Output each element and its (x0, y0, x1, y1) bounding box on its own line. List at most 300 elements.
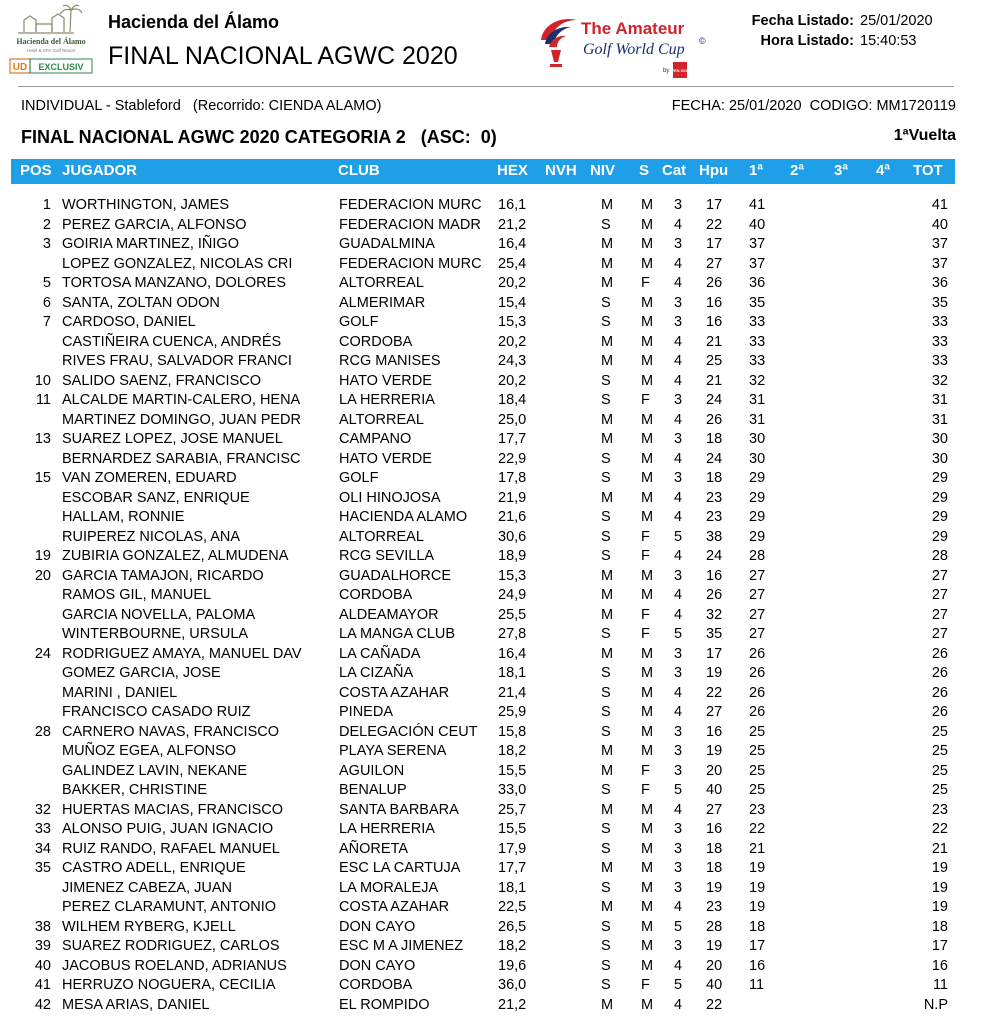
table-row (0, 918, 989, 938)
cell-level: S (601, 372, 611, 389)
cell-playing-handicap: 24 (706, 450, 723, 467)
table-row (0, 840, 989, 860)
col-round-3: 3ª (834, 162, 848, 179)
cell-club: LA MORALEJA (339, 879, 439, 896)
cell-club: LA MANGA CLUB (339, 626, 456, 642)
col-club: CLUB (338, 162, 380, 179)
cell-level: M (601, 899, 614, 915)
cell-club: RCG SEVILLA (339, 548, 435, 564)
cell-handicap-exact: 15,4 (498, 294, 527, 311)
cell-club: AGUILON (339, 762, 405, 779)
cell-level: S (601, 704, 611, 720)
cell-round-1-score: 27 (749, 626, 766, 642)
cell-handicap-exact: 16,4 (498, 236, 527, 252)
cell-category: 4 (674, 353, 683, 369)
cell-club: ALMERIMAR (339, 294, 426, 311)
cell-total-score: 36 (931, 275, 948, 291)
cell-handicap-exact: 25,4 (498, 255, 527, 272)
table-row (0, 313, 989, 333)
cell-sex: M (641, 509, 654, 525)
cell-player-name: GOIRIA MARTINEZ, IÑIGO (62, 236, 239, 252)
cell-total-score: 27 (931, 587, 948, 603)
cell-handicap-exact: 18,1 (498, 879, 527, 896)
cell-club: PINEDA (339, 704, 393, 720)
fecha-listado-value: 25/01/2020 (860, 13, 933, 29)
cell-category: 3 (674, 294, 683, 311)
cell-handicap-exact: 21,9 (498, 489, 527, 506)
cell-sex: M (641, 704, 654, 720)
cell-club: GOLF (339, 314, 379, 330)
table-row (0, 781, 989, 801)
cell-sex: M (641, 723, 654, 740)
cell-level: S (601, 548, 611, 564)
logo-left-exclusiv: EXCLUSIV (38, 62, 84, 72)
cell-category: 4 (674, 587, 683, 603)
cell-round-1-score: 27 (749, 567, 766, 584)
cell-total-score: 18 (931, 918, 948, 935)
cell-playing-handicap: 16 (706, 723, 723, 740)
cell-handicap-exact: 17,7 (498, 431, 527, 447)
cell-total-score: 31 (931, 392, 948, 408)
cell-playing-handicap: 19 (706, 879, 723, 896)
cell-level: M (601, 333, 614, 350)
cell-total-score: 33 (931, 314, 948, 330)
cell-category: 3 (674, 860, 683, 876)
cell-round-1-score: 27 (749, 587, 766, 603)
cell-level: M (601, 801, 614, 818)
cell-level: S (601, 977, 611, 993)
cell-round-1-score: 11 (749, 977, 765, 993)
cell-playing-handicap: 16 (706, 314, 723, 330)
cell-handicap-exact: 15,5 (498, 821, 527, 837)
cell-category: 4 (674, 411, 683, 428)
cell-player-name: SUAREZ LOPEZ, JOSE MANUEL (62, 431, 283, 447)
cell-sex: M (641, 879, 654, 896)
cell-handicap-exact: 26,5 (498, 918, 527, 935)
cell-round-1-score: 32 (749, 372, 766, 389)
cell-sex: M (641, 567, 654, 584)
cell-playing-handicap: 35 (706, 626, 723, 642)
cell-total-score: 37 (931, 236, 948, 252)
cell-total-score: 19 (931, 860, 948, 876)
table-row (0, 762, 989, 782)
results-table-header (11, 159, 955, 184)
cell-level: M (601, 587, 614, 603)
cell-handicap-exact: 16,1 (498, 197, 527, 213)
cell-level: M (601, 255, 614, 272)
cell-total-score: 26 (931, 704, 948, 720)
cell-handicap-exact: 20,2 (498, 275, 527, 291)
cell-level: S (601, 957, 611, 974)
cell-playing-handicap: 22 (706, 684, 723, 701)
cell-club: DON CAYO (339, 957, 416, 974)
cell-position: 11 (35, 392, 51, 408)
col-hex: HEX (497, 162, 528, 179)
cell-club: ALTORREAL (339, 275, 424, 291)
logo-center-mark: © (699, 36, 706, 46)
table-row (0, 508, 989, 528)
cell-position: 6 (42, 294, 51, 311)
cell-position: 34 (34, 840, 51, 857)
cell-level: M (601, 645, 614, 662)
cell-position: 40 (34, 957, 51, 974)
cell-sex: M (641, 216, 654, 233)
table-row (0, 196, 989, 216)
cell-level: S (601, 918, 611, 935)
table-row (0, 879, 989, 899)
cell-player-name: GALINDEZ LAVIN, NEKANE (62, 762, 248, 779)
cell-playing-handicap: 17 (706, 236, 723, 252)
cell-round-1-score: 26 (749, 665, 766, 681)
cell-position: 41 (34, 977, 51, 993)
cell-club: LA CAÑADA (339, 645, 421, 662)
cell-category: 4 (674, 899, 683, 915)
cell-sex: M (641, 899, 654, 915)
cell-total-score: 27 (931, 567, 948, 584)
cell-category: 5 (674, 528, 683, 545)
cell-playing-handicap: 23 (706, 509, 723, 525)
cell-round-1-score: 33 (749, 333, 766, 350)
cell-level: M (601, 606, 614, 623)
table-row (0, 996, 989, 1016)
cell-sex: M (641, 665, 654, 681)
cell-category: 4 (674, 333, 683, 350)
cell-playing-handicap: 16 (706, 567, 723, 584)
cell-round-1-score: 36 (749, 275, 766, 291)
cell-category: 3 (674, 197, 683, 213)
cell-club: OLI HINOJOSA (339, 489, 441, 506)
cell-total-score: 27 (931, 626, 948, 642)
cell-club: GUADALMINA (339, 236, 435, 252)
col-jugador: JUGADOR (62, 162, 138, 179)
cell-level: S (601, 626, 611, 642)
cell-handicap-exact: 16,4 (498, 645, 527, 662)
cell-round-1-score: 25 (749, 782, 766, 798)
cell-round-1-score: 29 (749, 528, 766, 545)
cell-playing-handicap: 21 (706, 333, 723, 350)
cell-playing-handicap: 16 (706, 294, 723, 311)
cell-player-name: MARINI , DANIEL (62, 684, 178, 701)
cell-player-name: SUAREZ RODRIGUEZ, CARLOS (62, 938, 280, 954)
cell-player-name: JIMENEZ CABEZA, JUAN (62, 879, 232, 896)
cell-round-1-score: 22 (749, 821, 766, 837)
cell-round-1-score: 37 (749, 255, 766, 272)
cell-club: CAMPANO (339, 431, 412, 447)
cell-round-1-score: 25 (749, 723, 766, 740)
cell-handicap-exact: 18,2 (498, 743, 527, 759)
cell-round-1-score: 25 (749, 762, 766, 779)
cell-total-score: 17 (931, 938, 948, 954)
table-row (0, 391, 989, 411)
cell-sex: F (641, 275, 650, 291)
cell-sex: M (641, 431, 654, 447)
table-row (0, 606, 989, 626)
col-nvh: NVH (545, 162, 577, 179)
cell-sex: M (641, 840, 654, 857)
cell-category: 3 (674, 723, 683, 740)
cell-category: 4 (674, 996, 683, 1013)
cell-round-1-score: 33 (749, 314, 766, 330)
cell-position: 7 (42, 314, 51, 330)
cell-position: 2 (42, 216, 51, 233)
cell-handicap-exact: 15,3 (498, 567, 527, 584)
cell-handicap-exact: 20,2 (498, 372, 527, 389)
cell-category: 3 (674, 645, 683, 662)
cell-handicap-exact: 27,8 (498, 626, 527, 642)
cell-playing-handicap: 22 (706, 216, 723, 233)
cell-sex: M (641, 411, 654, 428)
cell-total-score: 26 (931, 684, 948, 701)
cell-round-1-score: 31 (749, 392, 766, 408)
cell-total-score: 37 (931, 255, 948, 272)
cell-category: 5 (674, 977, 683, 993)
cell-sex: F (641, 626, 650, 642)
cell-level: M (601, 762, 614, 779)
table-row (0, 586, 989, 606)
table-row (0, 976, 989, 996)
cell-round-1-score: 35 (749, 294, 766, 311)
cell-sex: M (641, 470, 654, 486)
table-row (0, 255, 989, 275)
cell-level: M (601, 236, 614, 252)
cell-level: S (601, 782, 611, 798)
cell-total-score: 33 (931, 353, 948, 369)
cell-level: S (601, 938, 611, 954)
cell-level: S (601, 314, 611, 330)
cell-category: 4 (674, 548, 683, 564)
cell-club: GUADALHORCE (339, 567, 451, 584)
cell-category: 4 (674, 489, 683, 506)
cell-total-score: 27 (931, 606, 948, 623)
col-hpu: Hpu (699, 162, 729, 179)
table-row (0, 352, 989, 372)
cell-club: LA HERRERIA (339, 392, 435, 408)
table-row (0, 625, 989, 645)
cell-category: 4 (674, 957, 683, 974)
cell-player-name: CASTIÑEIRA CUENCA, ANDRÉS (62, 333, 282, 350)
table-row (0, 742, 989, 762)
col-cat: Cat (662, 162, 687, 179)
cell-total-score: 41 (931, 197, 948, 213)
cell-player-name: MESA ARIAS, DANIEL (62, 996, 210, 1013)
cell-club: RCG MANISES (339, 353, 441, 369)
cell-sex: M (641, 587, 654, 603)
club-name: Hacienda del Álamo (108, 12, 280, 32)
category-title: FINAL NACIONAL AGWC 2020 CATEGORIA 2 (ASC: 0) (21, 127, 497, 147)
cell-handicap-exact: 18,9 (498, 548, 527, 564)
cell-level: M (601, 743, 614, 759)
cell-round-1-score: 33 (749, 353, 766, 369)
cell-player-name: RUIPEREZ NICOLAS, ANA (62, 528, 241, 545)
logo-left-ud: UD (12, 62, 28, 73)
cell-category: 3 (674, 314, 683, 330)
cell-player-name: MUÑOZ EGEA, ALFONSO (62, 743, 237, 759)
cell-total-score: 23 (931, 801, 948, 818)
cell-playing-handicap: 27 (706, 255, 723, 272)
cell-handicap-exact: 18,1 (498, 665, 527, 681)
cell-playing-handicap: 40 (706, 977, 723, 993)
cell-sex: M (641, 333, 654, 350)
col-tot: TOT (913, 162, 943, 179)
cell-club: FEDERACION MADR (339, 216, 481, 233)
cell-handicap-exact: 17,9 (498, 840, 527, 857)
cell-position: 10 (34, 372, 51, 389)
cell-round-1-score: 18 (749, 918, 766, 935)
cell-position: 15 (34, 470, 51, 486)
cell-round-1-score: 19 (749, 899, 766, 915)
table-row (0, 957, 989, 977)
cell-club: PLAYA SERENA (339, 743, 447, 759)
cell-playing-handicap: 32 (706, 606, 723, 623)
cell-player-name: GARCIA TAMAJON, RICARDO (62, 567, 264, 584)
cell-position: 42 (34, 996, 51, 1013)
cell-handicap-exact: 17,7 (498, 860, 527, 876)
cell-player-name: TORTOSA MANZANO, DOLORES (62, 275, 286, 291)
cell-player-name: HALLAM, RONNIE (62, 509, 185, 525)
cell-handicap-exact: 20,2 (498, 333, 527, 350)
cell-total-score: 29 (931, 470, 948, 486)
cell-round-1-score: 29 (749, 509, 766, 525)
table-row (0, 547, 989, 567)
cell-playing-handicap: 25 (706, 353, 723, 369)
cell-player-name: ALCALDE MARTIN-CALERO, HENA (62, 392, 301, 408)
cell-level: S (601, 684, 611, 701)
cell-level: M (601, 197, 614, 213)
table-row (0, 684, 989, 704)
cell-sex: M (641, 372, 654, 389)
col-pos: POS (20, 162, 52, 179)
cell-total-score: 21 (931, 840, 948, 857)
cell-player-name: JACOBUS ROELAND, ADRIANUS (62, 957, 287, 974)
cell-player-name: CARNERO NAVAS, FRANCISCO (62, 723, 279, 740)
cell-sex: F (641, 548, 650, 564)
cell-sex: M (641, 801, 654, 818)
cell-handicap-exact: 33,0 (498, 782, 527, 798)
cell-position: 5 (42, 275, 51, 291)
cell-sex: M (641, 450, 654, 467)
cell-playing-handicap: 18 (706, 431, 723, 447)
cell-handicap-exact: 25,9 (498, 704, 527, 720)
cell-playing-handicap: 24 (706, 548, 723, 564)
cell-handicap-exact: 30,6 (498, 528, 527, 545)
cell-category: 3 (674, 840, 683, 857)
cell-position: 13 (34, 431, 51, 447)
cell-total-score: 25 (931, 743, 948, 759)
cell-playing-handicap: 27 (706, 801, 723, 818)
table-row (0, 469, 989, 489)
cell-playing-handicap: 28 (706, 918, 723, 935)
cell-playing-handicap: 17 (706, 645, 723, 662)
cell-sex: F (641, 762, 650, 779)
cell-handicap-exact: 22,5 (498, 899, 527, 915)
cell-player-name: CASTRO ADELL, ENRIQUE (62, 860, 246, 876)
cell-total-score: 16 (931, 957, 948, 974)
cell-sex: M (641, 860, 654, 876)
cell-player-name: CARDOSO, DANIEL (62, 314, 196, 330)
cell-total-score: 19 (931, 899, 948, 915)
table-row (0, 216, 989, 236)
cell-playing-handicap: 19 (706, 665, 723, 681)
table-row (0, 703, 989, 723)
cell-club: ALTORREAL (339, 528, 424, 545)
cell-handicap-exact: 21,4 (498, 684, 527, 701)
cell-club: CORDOBA (339, 333, 413, 350)
cell-club: HATO VERDE (339, 450, 432, 467)
cell-handicap-exact: 18,4 (498, 392, 527, 408)
cell-level: M (601, 860, 614, 876)
cell-club: DELEGACIÓN CEUT (339, 723, 478, 740)
cell-category: 3 (674, 392, 683, 408)
cell-total-score: 31 (931, 411, 948, 428)
cell-playing-handicap: 26 (706, 275, 723, 291)
cell-level: S (601, 665, 611, 681)
cell-playing-handicap: 26 (706, 587, 723, 603)
cell-category: 3 (674, 938, 683, 954)
cell-player-name: WORTHINGTON, JAMES (62, 197, 230, 213)
cell-category: 5 (674, 626, 683, 642)
cell-position: 24 (34, 645, 51, 662)
cell-category: 3 (674, 236, 683, 252)
cell-round-1-score: 30 (749, 450, 766, 467)
cell-club: DON CAYO (339, 918, 416, 935)
cell-player-name: GARCIA NOVELLA, PALOMA (62, 606, 256, 623)
cell-playing-handicap: 19 (706, 938, 723, 954)
cell-level: M (601, 431, 614, 447)
cell-player-name: BERNARDEZ SARABIA, FRANCISC (62, 450, 301, 467)
cell-round-1-score: 29 (749, 470, 766, 486)
cell-club: ESC M A JIMENEZ (339, 938, 464, 954)
cell-position: 1 (42, 197, 51, 213)
cell-category: 4 (674, 255, 683, 272)
cell-position: 35 (34, 860, 51, 876)
cell-playing-handicap: 26 (706, 411, 723, 428)
cell-handicap-exact: 15,8 (498, 723, 527, 740)
cell-level: S (601, 294, 611, 311)
cell-playing-handicap: 22 (706, 996, 723, 1013)
cell-player-name: WILHEM RYBERG, KJELL (62, 918, 236, 935)
cell-level: S (601, 509, 611, 525)
col-round-4: 4ª (876, 162, 890, 179)
logo-left-name: Hacienda del Álamo (16, 37, 86, 46)
cell-playing-handicap: 18 (706, 470, 723, 486)
cell-club: CORDOBA (339, 977, 413, 993)
cell-handicap-exact: 25,7 (498, 801, 527, 818)
cell-player-name: ALONSO PUIG, JUAN IGNACIO (62, 821, 274, 837)
cell-playing-handicap: 38 (706, 528, 723, 545)
table-row (0, 937, 989, 957)
cell-sex: M (641, 353, 654, 369)
cell-round-1-score: 26 (749, 704, 766, 720)
cell-playing-handicap: 23 (706, 489, 723, 506)
table-row (0, 820, 989, 840)
cell-club: BENALUP (339, 782, 407, 798)
cell-category: 3 (674, 431, 683, 447)
table-row (0, 801, 989, 821)
cell-total-score: 22 (931, 821, 948, 837)
results-table-body (0, 196, 989, 1015)
cell-level: S (601, 723, 611, 740)
cell-club: AÑORETA (339, 840, 409, 857)
cell-player-name: VAN ZOMEREN, EDUARD (62, 470, 237, 486)
cell-player-name: MARTINEZ DOMINGO, JUAN PEDR (62, 411, 301, 428)
cell-club: EL ROMPIDO (339, 996, 430, 1013)
cell-handicap-exact: 18,2 (498, 938, 527, 954)
cell-level: S (601, 821, 611, 837)
cell-total-score: 30 (931, 431, 948, 447)
listing-datetime (745, 11, 933, 51)
table-row (0, 235, 989, 255)
cell-player-name: LOPEZ GONZALEZ, NICOLAS CRI (62, 255, 293, 272)
